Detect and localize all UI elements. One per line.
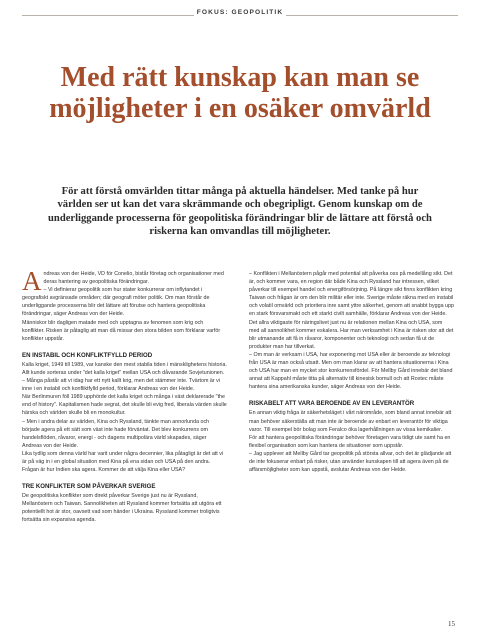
body-paragraph: För att hantera geopolitiska förändringar behöver företagen vara tidigt ute samt ha en flexibel organisation som kan hantera de situationer som uppstår.	[249, 434, 451, 449]
body-paragraph: – Konflikten i Mellanöstern pågår med potential att påverka oss på medellång sikt. Det är, och kommer vara, en region där både Kina och Ryssland har intressen, vilket påverkar till exempel handel och energiförsörjning. På längre sikt finns konflikten kring Taiwan och frågan är om den blir militär eller inte. Sverige måste räkna med en instabil och volatil omvärld och prioritera inre samt yttre säkerhet, genom att snabbt bygga upp en stark försvarsmakt och ett starkt civilt samhälle, förklarar Andreas von der Heide.	[249, 271, 454, 318]
subheading: EN INSTABIL OCH KONFLIKTFYLLD PERIOD	[22, 351, 153, 359]
intro-paragraph	[22, 266, 227, 296]
body-paragraph: Kalla kriget, 1949 till 1989, var kanske den mest stabila tiden i mänsklighetens historia. Allt kunde sorteras under "det kalla kriget" mellan USA och dåvarande Sovjetunionen.	[22, 361, 227, 376]
drop-cap: A	[22, 266, 42, 296]
intro-text: ndreas von der Heide, VD för Conelio, bistår företag och organisationer med deras hantering av geopolitiska förändringar.	[43, 271, 224, 286]
body-paragraph: – Vi definierar geopolitik som hur stater konkurrerar om inflytandet i geografiskt avgränsade områden; där geografi möter politik. Om man förstår de underliggande processerna blir det lättare att förutse och hantera geopolitiska förändringar, säger Andreas von der Heide.	[22, 287, 210, 318]
page-number: 15	[448, 620, 455, 628]
article-title: Med rätt kunskap kan man se möjligheter i en osäker omvärld	[49, 62, 431, 124]
body-paragraph: En annan viktig fråga är säkerhetsläget i vårt närområde, som bland annat innebär att man behöver säkerställa att man inte är beroende av enbart en leverantör för viktiga varor. Till exempel bör bolag som Feralco öka lagerhållningen av vissa kemikalier.	[249, 410, 452, 433]
body-paragraph: – Men i andra delar av världen, Kina och Ryssland, tänkte man annorlunda och började agera på ett sätt som väst inte hade förväntat. Det blev konkurrens om handelsflöden, råvaror, energi - och dagens multipolära värld skapades, säger Andreas von der Heide.	[22, 418, 210, 449]
subheading: TRE KONFLIKTER SOM PÅVERKAR SVERIGE	[22, 483, 156, 491]
header-rule-left	[22, 15, 194, 16]
body-paragraph: De geopolitiska konflikter som direkt påverkar Sverige just nu är Ryssland, Mellanöstern och Taiwan. Sannolikheten att Ryssland kommer fortsätta att utgöra ett potentiellt hot är stor, oavsett vad som händer i Ukraina. Ryssland kommer troligtvis fortsätta sin expansiva agenda.	[22, 493, 222, 524]
body-column-right	[249, 270, 454, 474]
body-paragraph: När Berlinmuren föll 1989 upphörde det kalla kriget och många i väst deklarerade "the end of history". Kapitalismen hade segrat, det skulle bli evig fred, liberala värden skulle härska och världen skulle bli en monokultur.	[22, 394, 227, 417]
body-paragraph: – Många påstår att vi idag har ett nytt kallt krig, men det stämmer inte. Tvärtom är vi inne i en instabil och konfliktfylld period, förklarar Andreas von der Heide.	[22, 378, 220, 393]
article-ingress: För att förstå omvärlden tittar många på aktuella händelser. Med tanke på hur världen ser ut kan det vara skrämmande och obegripligt. Genom kunskap om de underliggande processerna för geopolitiska förändringar blir de lättare att förstå och riskerna kan omvandlas till möjligheter.	[48, 186, 432, 238]
subheading: RISKABELT ATT VARA BEROENDE AV EN LEVERANTÖR	[249, 400, 415, 408]
body-column-left	[22, 266, 227, 525]
body-paragraph: – Jag upplever att Mellby Gård tar geopolitik på största allvar, och det är glädjande att de inte fokuserar enbart på risker, utan använder kunskapen till att agera även på de affärsmöjligheter som kan uppstå, avslutar Andreas von der Heide.	[249, 450, 452, 474]
body-paragraph: – Om man är verksam i USA, har exponering mot USA eller är beroende av teknologi från USA är man också utsatt. Men om man klarar av att hantera situationerna i Kina och USA har man en mycket stor konkurrensfördel. För Mellby Gård innebär det bland annat att Kappahl måste titta på alternativ till kinesisk bomull och att Roxtec måste hantera sina amerikanska kunder, säger Andreas von der Heide.	[249, 351, 453, 391]
section-label: FOKUS: GEOPOLITIK	[196, 9, 284, 16]
body-paragraph: Människor blir dagligen matade med och upptagna av fenomen som krig och konflikter. Risken är påtaglig att man då missar den stora bilden som förklarar varför konflikter uppstår.	[22, 319, 221, 342]
body-paragraph: Lika tydlig som denna värld har varit under några decennier, lika påtagligt är det att vi är på väg in i en global situation med Kina på ena sidan och USA på den andra. Frågan är hur Indien ska agera. Kommer de att välja Kina eller USA?	[22, 450, 224, 474]
header-rule-right	[286, 15, 458, 16]
body-paragraph: Det allra viktigaste för näringslivet just nu är relationen mellan Kina och USA, som med all sannolikhet kommer eskalera. Har man verksamhet i Kina är risken stor att det blir utmanande att få in råvaror, komponenter och teknologi och sedan få ut de produkter man har tillverkat.	[249, 319, 454, 350]
